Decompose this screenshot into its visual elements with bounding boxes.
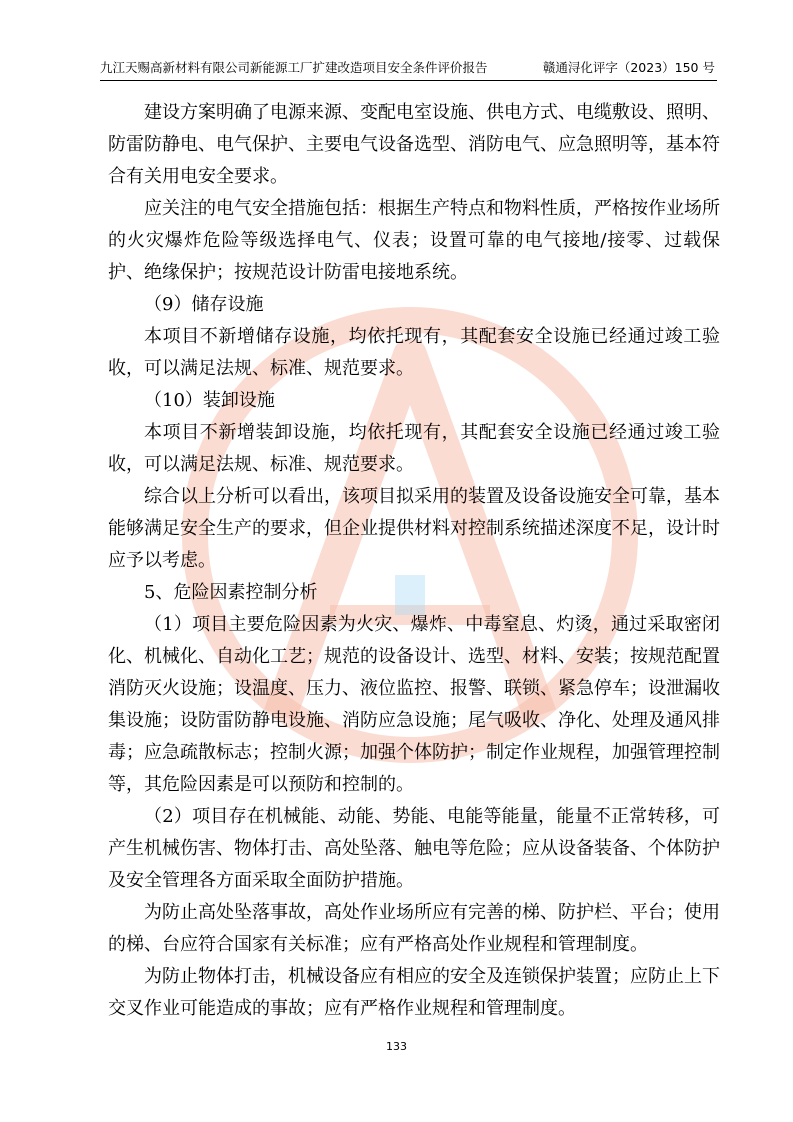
paragraph: 应关注的电气安全措施包括：根据生产特点和物料性质，严格按作业场所的火灾爆炸危险等级选择电气、仪表；设置可靠的电气接地/接零、过载保护、绝缘保护；按规范设计防雷电接地系统。 bbox=[108, 198, 720, 283]
header-document-number: 赣通浔化评字（2023）150 号 bbox=[542, 60, 715, 75]
page-header bbox=[100, 58, 717, 81]
paragraph: （1）项目主要危险因素为火灾、爆炸、中毒窒息、灼烫，通过采取密闭化、机械化、自动化工艺；规范的设备设计、选型、材料、安装；按规范配置消防灭火设施；设温度、压力、液位监控、报警、联锁、紧急停车；设泄漏收集设施；设防雷防静电设施、消防应急设施；尾气吸收、净化、处理及通风排毒；应急疏散标志；控制火源；加强个体防护；制定作业规程，加强管理控制等，其危险因素是可以预防和控制的。 bbox=[108, 614, 720, 795]
paragraph: 为防止物体打击，机械设备应有相应的安全及连锁保护装置；应防止上下交叉作业可能造成的事故；应有严格作业规程和管理制度。 bbox=[108, 966, 720, 1019]
paragraph: 本项目不新增储存设施，均依托现有，其配套安全设施已经通过竣工验收，可以满足法规、标准、规范要求。 bbox=[108, 326, 720, 379]
paragraph: （2）项目存在机械能、动能、势能、电能等能量，能量不正常转移，可产生机械伤害、物体打击、高处坠落、触电等危险；应从设备装备、个体防护及安全管理各方面采取全面防护措施。 bbox=[108, 806, 720, 891]
paragraph: 建设方案明确了电源来源、变配电室设施、供电方式、电缆敷设、照明、防雷防静电、电气保护、主要电气设备选型、消防电气、应急照明等，基本符合有关用电安全要求。 bbox=[108, 102, 720, 187]
section-heading: 5、危险因素控制分析 bbox=[144, 582, 318, 603]
paragraph: 综合以上分析可以看出，该项目拟采用的装置及设备设施安全可靠，基本能够满足安全生产的要求，但企业提供材料对控制系统描述深度不足，设计时应予以考虑。 bbox=[108, 486, 720, 571]
page-number: 133 bbox=[386, 1040, 407, 1053]
section-heading: （10）装卸设施 bbox=[144, 390, 275, 411]
body-text bbox=[108, 97, 720, 1025]
section-heading: （9）储存设施 bbox=[144, 294, 264, 315]
paragraph: 本项目不新增装卸设施，均依托现有，其配套安全设施已经通过竣工验收，可以满足法规、标准、规范要求。 bbox=[108, 422, 720, 475]
paragraph: 为防止高处坠落事故，高处作业场所应有完善的梯、防护栏、平台；使用的梯、台应符合国家有关标准；应有严格高处作业规程和管理制度。 bbox=[108, 902, 720, 955]
header-report-title: 九江天赐高新材料有限公司新能源工厂扩建改造项目安全条件评价报告 bbox=[100, 60, 488, 75]
